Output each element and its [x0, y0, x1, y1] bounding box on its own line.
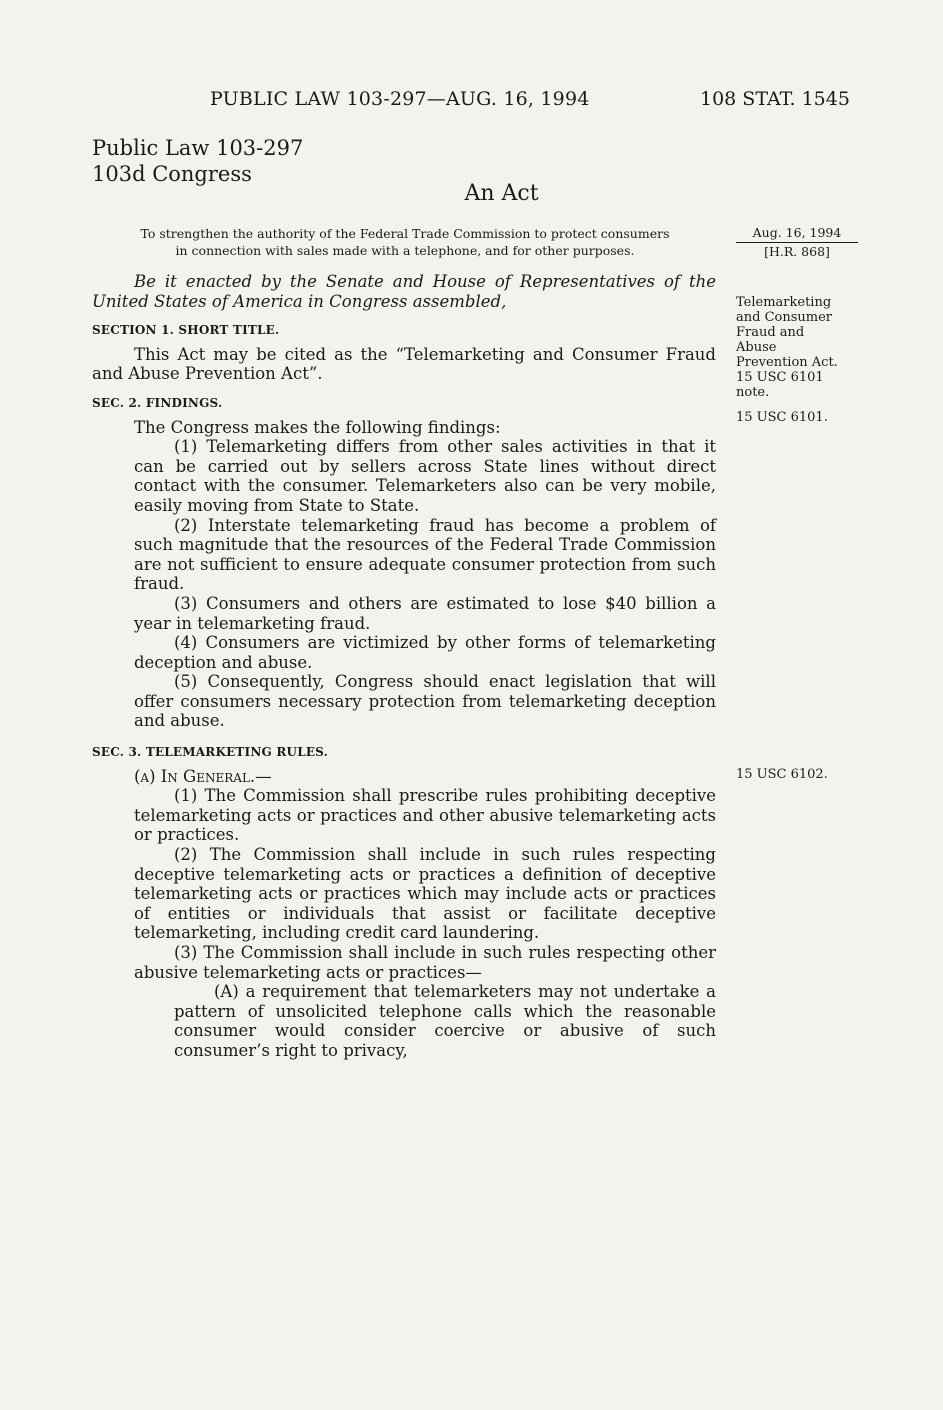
section-1-text: This Act may be cited as the “Telemarketing and Consumer Fraud and Abuse Prevention Act”.	[92, 344, 716, 384]
law-title-block	[92, 135, 303, 187]
enactment-date-block	[736, 224, 858, 260]
margin-note-sec3: 15 USC 6102.	[736, 767, 828, 782]
bill-number: [H.R. 868]	[764, 244, 830, 259]
finding-3: (3) Consumers and others are estimated to lose $40 billion a year in telemarketing fraud.	[134, 593, 716, 633]
margin-line: Prevention Act.	[736, 355, 838, 370]
paragraph-1: (1) The Commission shall prescribe rules prohibiting deceptive telemarketing acts or practices and other abusive telemarketing acts or practices.	[134, 786, 716, 845]
act-heading-text: An Act	[464, 181, 539, 206]
finding-5: (5) Consequently, Congress should enact legislation that will offer consumers necessary protection from telemarketing deception and abuse.	[134, 672, 716, 731]
margin-line: Fraud and	[736, 325, 805, 340]
act-heading	[0, 181, 943, 206]
margin-line: and Consumer	[736, 310, 833, 325]
congress-label: 103d Congress	[92, 162, 252, 186]
paragraph-3: (3) The Commission shall include in such rules respecting other abusive telemarketing acts or practices—	[134, 943, 716, 982]
stat-page-number: 108 STAT. 1545	[700, 88, 850, 110]
margin-line: Telemarketing	[736, 295, 832, 310]
margin-note-sec2: 15 USC 6101.	[736, 410, 828, 425]
section-2-intro: The Congress makes the following findings:	[134, 417, 501, 437]
subsection-a-text: (a) In General.—	[134, 766, 272, 786]
enactment-date: Aug. 16, 1994	[736, 224, 858, 243]
paragraph-2: (2) The Commission shall include in such rules respecting deceptive telemarketing acts or practices a definition of deceptive telemarketing acts or practices which may include acts or practices of entities or individuals that assist or facilitate deceptive telemarketing, including credit card laundering.	[134, 845, 716, 943]
purpose-statement	[100, 225, 710, 259]
public-law-number: Public Law 103-297	[92, 136, 304, 160]
subsection-a-label	[92, 767, 716, 787]
margin-line: 15 USC 6101	[736, 370, 824, 385]
margin-line: note.	[736, 385, 770, 400]
section-1-heading: SECTION 1. SHORT TITLE.	[92, 323, 280, 338]
section-2-heading: SEC. 2. FINDINGS.	[92, 395, 223, 410]
margin-note-short-title	[736, 295, 838, 400]
statute-body	[92, 272, 716, 1061]
running-head: PUBLIC LAW 103-297—AUG. 16, 1994	[210, 88, 590, 110]
finding-1: (1) Telemarketing differs from other sales activities in that it can be carried out by sellers across State lines without direct contact with the consumer. Telemarketers also can be very mobile, easily moving from State to State.	[134, 437, 716, 515]
purpose-line-1: To strengthen the authority of the Federal Trade Commission to protect consumers	[140, 226, 670, 241]
finding-4: (4) Consumers are victimized by other forms of telemarketing deception and abuse.	[134, 633, 716, 672]
subparagraph-a: (A) a requirement that telemarketers may not undertake a pattern of unsolicited telephone calls which the reasonable consumer would consider coercive or abusive of such consumer’s right to privacy,	[174, 982, 716, 1060]
purpose-line-2: in connection with sales made with a telephone, and for other purposes.	[175, 243, 635, 258]
finding-2: (2) Interstate telemarketing fraud has become a problem of such magnitude that the resources of the Federal Trade Commission are not sufficient to ensure adequate consumer protection from such fraud.	[134, 515, 716, 594]
section-3-heading: SEC. 3. TELEMARKETING RULES.	[92, 745, 328, 760]
enacting-clause: Be it enacted by the Senate and House of Representatives of the United States of America in Congress assembled,	[92, 272, 716, 311]
margin-line: Abuse	[736, 340, 777, 355]
